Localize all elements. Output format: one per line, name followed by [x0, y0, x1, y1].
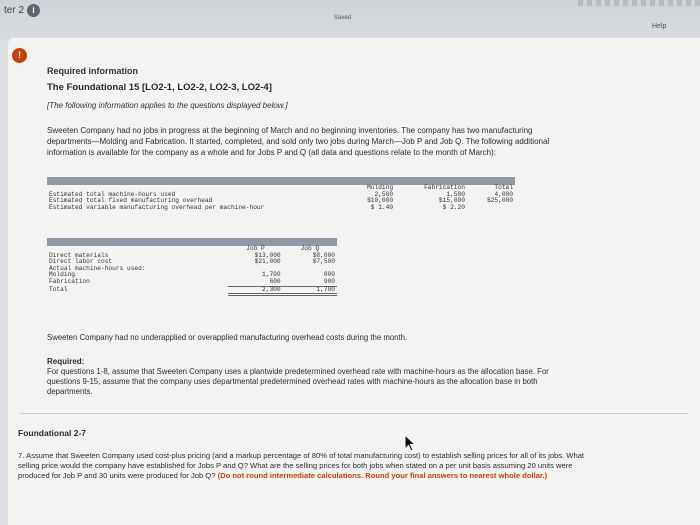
cell-value: $ 1.40 [370, 203, 394, 211]
column-header: Total [494, 184, 513, 191]
overhead-estimates-table [47, 177, 515, 211]
row-label: Fabrication [49, 278, 90, 286]
row-label: Total [49, 286, 68, 294]
divider [20, 413, 688, 414]
cell-value: 4,000 [494, 190, 513, 198]
required-label: Required: [47, 357, 85, 366]
info-icon[interactable]: i [27, 4, 40, 17]
table-row [47, 286, 337, 295]
cell-value: $10,000 [367, 197, 394, 205]
question-7-body: 7. Assume that Sweeten Company used cost-plus pricing (and a markup percentage of 80% of total manufacturing cost) to establish selling prices for all of its jobs. What selling price would the company have established for Jobs P and Q? What are the selling prices for both jobs when stated on a per unit basis assuming 20 units were produced for Job P and 30 units were produced for Job Q? [18, 451, 585, 480]
cell-value: 900 [283, 279, 337, 286]
row-label: Molding [49, 271, 75, 279]
cell-value: 1,700 [283, 286, 337, 295]
cell-value: $15,000 [438, 197, 465, 205]
table-row [47, 205, 515, 212]
row-label: Estimated variable manufacturing overhead per machine-hour [49, 203, 265, 211]
cell-value: 600 [228, 279, 282, 286]
cell-value: 2,500 [374, 190, 394, 198]
cell-value: 1,500 [446, 190, 465, 198]
table-header-row [47, 242, 337, 253]
help-link[interactable]: Help [652, 23, 667, 30]
question-7-hint: (Do not round intermediate calculations. Round your final answers to nearest whole dollar.) [217, 471, 548, 480]
overhead-note: Sweeten Company had no underapplied or overapplied manufacturing overhead costs during the month. [47, 333, 408, 342]
question-7-text [18, 451, 598, 481]
row-label: Direct materials [49, 251, 109, 259]
mouse-cursor-icon [403, 434, 417, 452]
cell-value: $25,000 [487, 197, 513, 205]
cell-value: $7,500 [312, 258, 335, 266]
required-information-heading: Required information [47, 66, 139, 76]
top-stripe [578, 0, 700, 6]
saved-status: Saved [334, 15, 352, 21]
question-heading: Foundational 2-7 [18, 428, 86, 438]
cell-value [467, 205, 515, 212]
cell-value: 1,700 [262, 271, 281, 279]
row-label: Direct labor cost [49, 258, 113, 266]
table-row [47, 266, 337, 273]
cell-value: $13,000 [254, 251, 281, 259]
alert-icon: ! [12, 48, 27, 63]
cell-value: 2,300 [228, 286, 282, 295]
cell-value: $8,000 [312, 251, 335, 259]
table-row [47, 279, 337, 286]
row-label: Estimated total fixed manufacturing overhead [49, 197, 213, 205]
foundational-title: The Foundational 15 [LO2-1, LO2-2, LO2-3, LO2-4] [47, 82, 272, 93]
intro-paragraph: Sweeten Company had no jobs in progress at the beginning of March and no beginning inventories. The company has two manufacturing departments—Molding and Fabrication. It started, completed, and sold only two jobs during March—Job P and Job Q. The following additional information is available for the company as a whole and for Jobs P and Q (all data and questions relate to the month of March): [47, 126, 550, 157]
table-row [47, 272, 337, 279]
row-label: Estimated total machine-hours used [49, 190, 176, 198]
required-text: For questions 1-8, assume that Sweeten Company uses a plantwide predetermined overhead rate with machine-hours as the allocation base. For questions 9-15, assume that the company uses departmental predetermined overhead rates with machine-hours as the allocation base in both departments. [47, 367, 549, 396]
cell-value: 800 [323, 271, 335, 279]
cell-value: $ 2.20 [442, 203, 465, 211]
chapter-label: ter 2 [4, 5, 25, 16]
row-label: Actual machine-hours used: [49, 264, 146, 272]
job-costs-table [47, 238, 337, 296]
column-header: Job Q [300, 245, 320, 252]
cell-value: $21,000 [254, 258, 281, 266]
applies-note: [The following information applies to the questions displayed below.] [47, 101, 288, 110]
column-header: Molding [367, 184, 394, 191]
table-header-row [47, 181, 515, 192]
column-header: Fabrication [424, 184, 465, 191]
top-bar [0, 0, 700, 40]
column-header: Job P [246, 245, 265, 252]
